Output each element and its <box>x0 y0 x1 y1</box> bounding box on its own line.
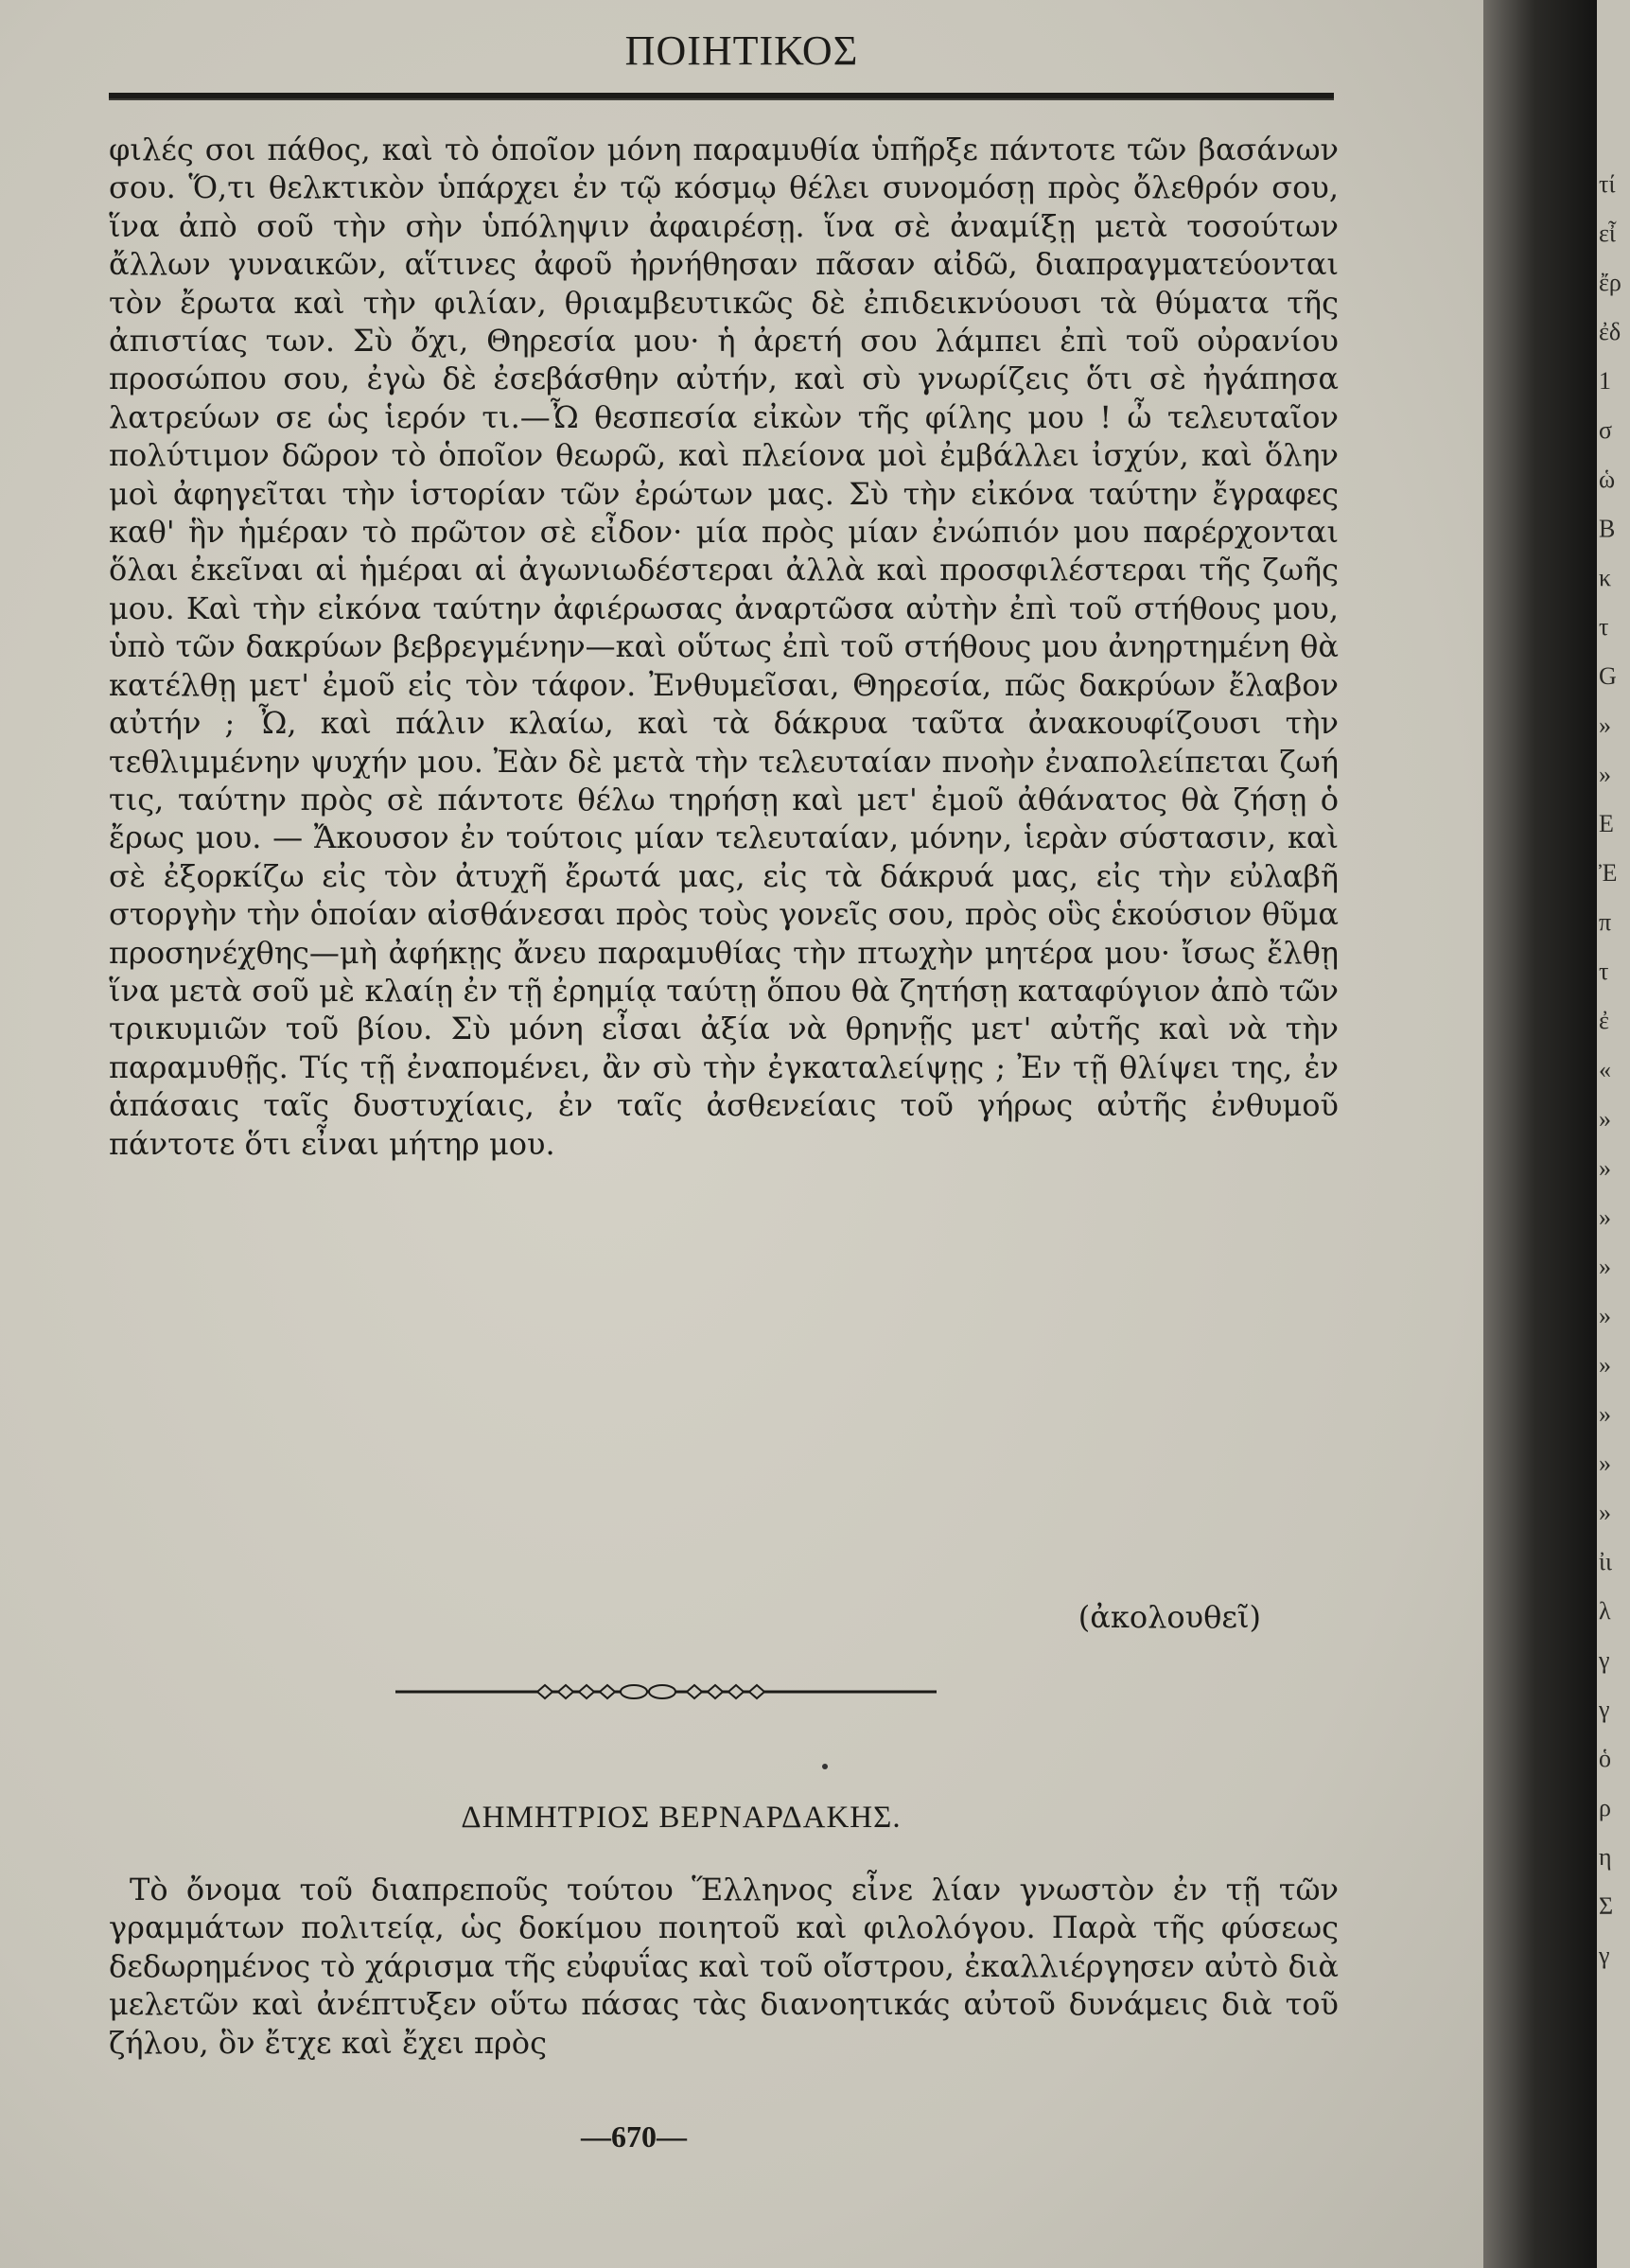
adjacent-page-fragment: » <box>1599 1351 1611 1379</box>
header-rule <box>109 93 1334 100</box>
adjacent-page-fragment: » <box>1599 1450 1611 1477</box>
adjacent-page-fragment: λ <box>1599 1597 1611 1625</box>
adjacent-page-fragment: τ <box>1599 958 1609 985</box>
adjacent-page-fragment: ἐδ <box>1599 318 1621 345</box>
adjacent-page-fragment: τί <box>1599 170 1616 198</box>
adjacent-page-fragment: ὡ <box>1599 466 1616 493</box>
adjacent-page-fragment: κ <box>1599 564 1612 591</box>
adjacent-page-fragment: Ε <box>1599 810 1614 837</box>
section-paragraph <box>109 1871 1339 2062</box>
adjacent-page-fragment: » <box>1599 1499 1611 1526</box>
adjacent-page-fragment: » <box>1599 1154 1611 1182</box>
adjacent-page-fragment: Ἐ <box>1599 859 1618 887</box>
running-header: ΠΟΙΗΤΙΚΟΣ <box>624 27 859 74</box>
adjacent-page-fragment: ρ <box>1599 1794 1611 1821</box>
section-text: Τὸ ὄνομα τοῦ διαπρεποῦς τούτου Ἕλληνος εἶνε λίαν γνωστὸν ἐν τῇ τῶν γραμμάτων πολιτείᾳ, ὡς δοκίμου ποιητοῦ καὶ φιλολόγου. Παρὰ τῆς φύσεως δεδωρημένος τὸ χάρισμα τῆς εὐφυΐας καὶ τοῦ οἴστρου, ἐκαλλιέργησεν αὐτὸ διὰ μελετῶν καὶ ἀνέπτυξεν οὕτω πάσας τὰς διανοητικάς αὐτοῦ δυνάμεις διὰ τοῦ ζήλου, ὃν ἔτχε καὶ ἔχει πρὸς <box>109 1872 1339 2061</box>
adjacent-page-edge <box>1597 0 1630 2268</box>
adjacent-page-fragment: ἰι <box>1599 1548 1612 1575</box>
adjacent-page-fragment: ἔρ <box>1599 269 1621 296</box>
adjacent-page-fragment: » <box>1599 1302 1611 1329</box>
adjacent-page-fragment: Β <box>1599 515 1616 542</box>
adjacent-page-fragment: » <box>1599 712 1611 739</box>
adjacent-page-fragment: τ <box>1599 613 1609 641</box>
adjacent-page-fragment: » <box>1599 1105 1611 1133</box>
page-number: —670— <box>581 2119 687 2154</box>
adjacent-page-fragment: » <box>1599 1253 1611 1280</box>
adjacent-page-fragment: σ <box>1599 416 1613 444</box>
stray-dot <box>822 1764 828 1769</box>
letter-paragraph <box>109 131 1339 1163</box>
adjacent-page-fragment: εἶ <box>1599 220 1616 247</box>
adjacent-page-fragment: G <box>1599 662 1617 690</box>
ornament-divider <box>395 1680 937 1703</box>
section-title: ΔΗΜΗΤΡΙΟΣ ΒΕΡΝΑΡΔΑΚΗΣ. <box>461 1801 902 1835</box>
letter-text: φιλές σοι πάθος, καὶ τὸ ὁποῖον μόνη παραμυθία ὑπῆρξε πάντοτε τῶν βασάνων σου. Ὅ,τι θελκτικὸν ὑπάρχει ἐν τῷ κόσμῳ θέλει συνομόσῃ πρὸς ὄλεθρόν σου, ἵνα ἀπὸ σοῦ τὴν σὴν ὑπόληψιν ἀφαιρέσῃ. ἵνα σὲ ἀναμίξῃ μετὰ τοσούτων ἄλλων γυναικῶν, αἵτινες ἀφοῦ ἠρνήθησαν πᾶσαν αἰδῶ, διαπραγματεύονται τὸν ἔρωτα καὶ τὴν φιλίαν, θριαμβευτικῶς δὲ ἐπιδεικνύουσι τὰ θύματα τῆς ἀπιστίας των. Σὺ ὄχι, Θηρεσία μου· ἡ ἀρετή σου λάμπει ἐπὶ τοῦ οὐρανίου προσώπου σου, ἐγὼ δὲ ἐσεβάσθην αὐτήν, καὶ σὺ γνωρίζεις ὅτι σὲ ἠγάπησα λατρεύων σε ὡς ἱερόν τι.—Ὦ θεσπεσία εἰκὼν τῆς φίλης μου ! ὦ τελευταῖον πολύτιμον δῶρον τὸ ὁποῖον θεωρῶ, καὶ πλείονα μοὶ ἐμβάλλει ἰσχύν, καὶ ὅλην μοὶ ἀφηγεῖται τὴν ἱστορίαν τῶν ἐρώτων μας. Σὺ τὴν εἰκόνα ταύτην ἔγραφες καθ' ἣν ἡμέραν τὸ πρῶτον σὲ εἶδον· μία πρὸς μίαν ἐνώπιόν μου παρέρχονται ὅλαι ἐκεῖναι αἱ ἡμέραι αἱ ἀγωνιωδέστεραι ἀλλὰ καὶ προσφιλέστεραι τῆς ζωῆς μου. Καὶ τὴν εἰκόνα ταύτην ἀφιέρωσας ἀναρτῶσα αὐτὴν ἐπὶ τοῦ στήθους μου, ὑπὸ τῶν δακρύων βεβρεγμένην—καὶ οὕτως ἐπὶ τοῦ στήθους μου ἀνηρτημένη θὰ κατέλθῃ μετ' ἐμοῦ εἰς τὸν τάφον. Ἐνθυμεῖσαι, Θηρεσία, πῶς δακρύων ἔλαβον αὐτήν ; Ὦ, καὶ πάλιν κλαίω, καὶ τὰ δάκρυα ταῦτα ἀνακουφίζουσι τὴν τεθλιμμένην ψυχήν μου. Ἐὰν δὲ μετὰ τὴν τελευταίαν πνοὴν ἐναπολείπεται ζωή τις, ταύτην πρὸς σὲ πάντοτε θέλω τηρήσῃ καὶ μετ' ἐμοῦ ἀθάνατος θὰ ζήσῃ ὁ ἔρως μου. — Ἄκουσον ἐν τούτοις μίαν τελευταίαν, μόνην, ἱερὰν σύστασιν, καὶ σὲ ἐξορκίζω εἰς τὸν ἀτυχῆ ἔρωτά μας, εἰς τὰ δάκρυά μας, εἰς τὴν εὐλαβῆ στοργὴν τὴν ὁποίαν αἰσθάνεσαι πρὸς τοὺς γονεῖς σου, πρὸς οὓς ἑκούσιον θῦμα προσηνέχθης—μὴ ἀφήκῃς ἄνευ παραμυθίας τὴν πτωχὴν μητέρα μου· ἴσως ἔλθῃ ἵνα μετὰ σοῦ μὲ κλαίῃ ἐν τῇ ἐρημίᾳ ταύτῃ ὅπου θὰ ζητήσῃ καταφύγιον ἀπὸ τῶν τρικυμιῶν τοῦ βίου. Σὺ μόνη εἶσαι ἀξία νὰ θρηνῇς μετ' αὐτῆς καὶ νὰ τὴν παραμυθῇς. Τίς τῇ ἐναπομένει, ἂν σὺ τὴν ἐγκαταλείψῃς ; Ἐν τῇ θλίψει της, ἐν ἁπάσαις ταῖς δυστυχίαις, ἐν ταῖς ἀσθενείαις τοῦ γήρως αὐτῆς ἐνθυμοῦ πάντοτε ὅτι εἶναι μήτηρ μου. <box>109 132 1339 1162</box>
adjacent-page-fragment: » <box>1599 761 1611 788</box>
adjacent-page-fragment: 1 <box>1599 367 1611 395</box>
adjacent-page-fragment: » <box>1599 1400 1611 1428</box>
adjacent-page-fragment: « <box>1599 1056 1611 1083</box>
adjacent-page-fragment: γ <box>1599 1942 1610 1969</box>
adjacent-page-fragment: ὁ <box>1599 1745 1611 1772</box>
adjacent-page-fragment: η <box>1599 1843 1612 1871</box>
book-gutter <box>1483 0 1597 2268</box>
continued-note: (ἀκολουθεῖ) <box>1078 1599 1261 1635</box>
adjacent-page-fragment: Σ <box>1599 1892 1614 1920</box>
adjacent-page-fragment: γ <box>1599 1646 1610 1674</box>
adjacent-page-fragment: γ <box>1599 1696 1610 1723</box>
adjacent-page-fragment: ἐ <box>1599 1007 1609 1034</box>
adjacent-page-fragment: » <box>1599 1204 1611 1231</box>
adjacent-page-fragment: π <box>1599 908 1612 936</box>
